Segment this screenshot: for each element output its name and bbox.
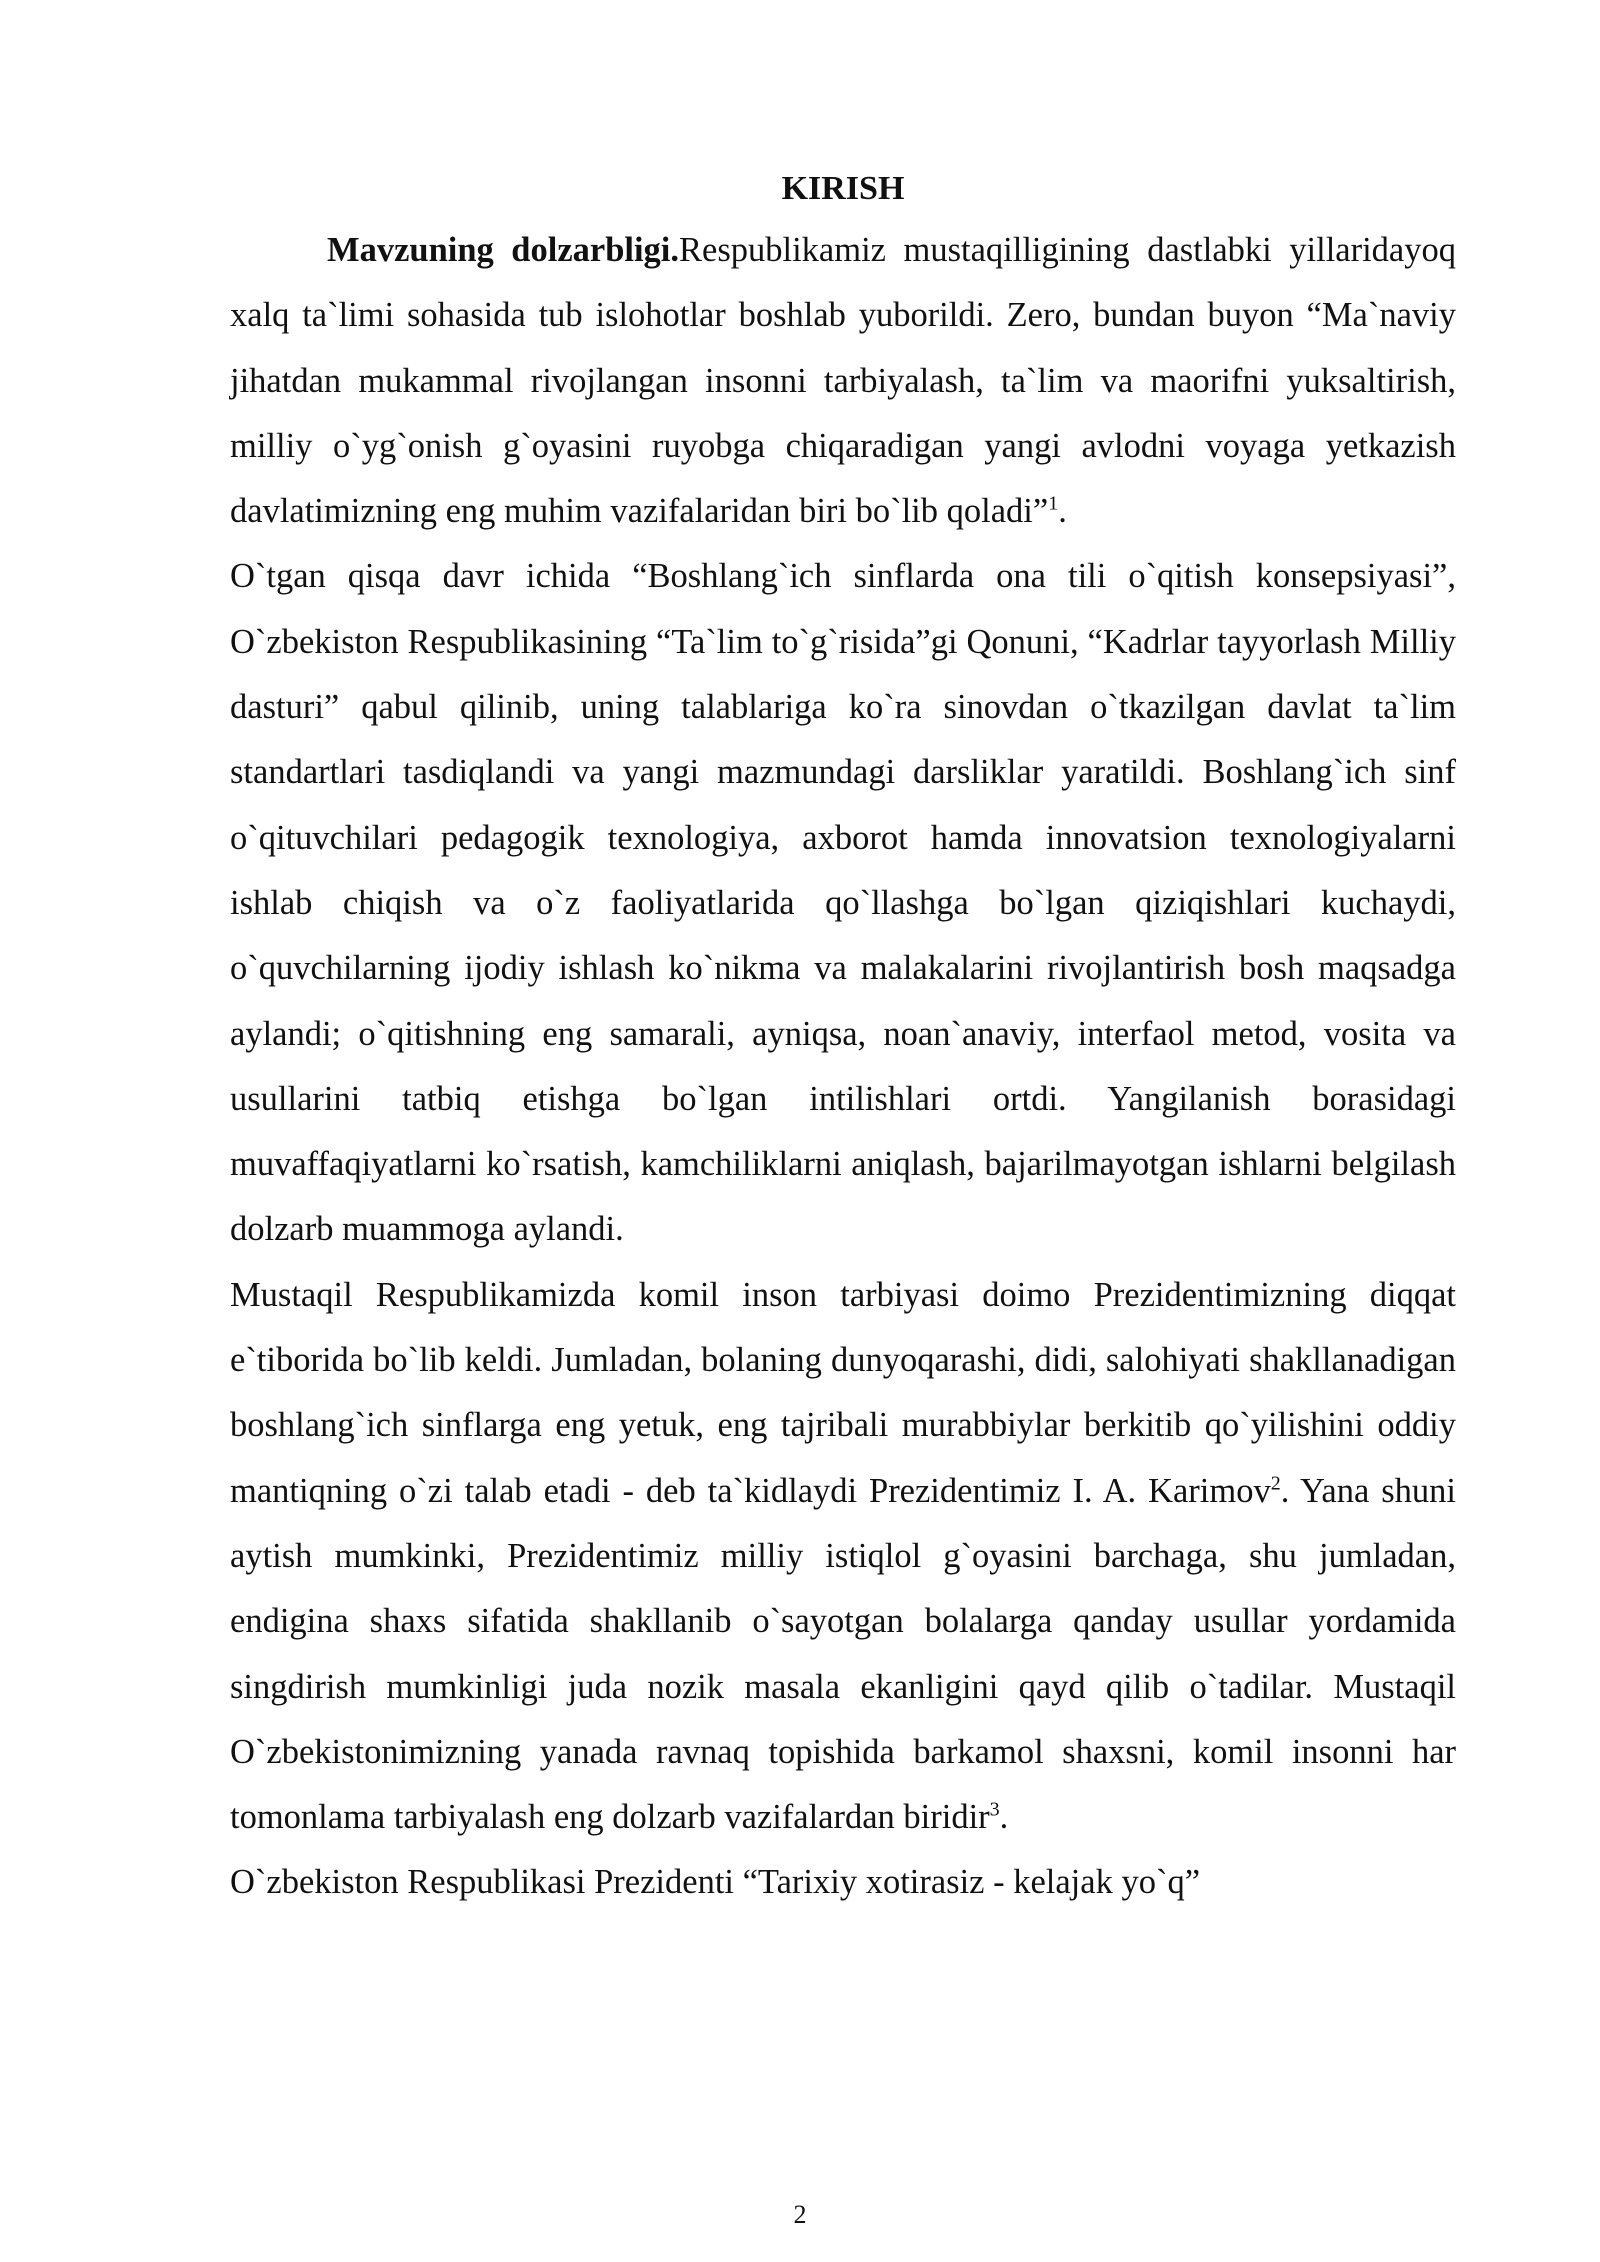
paragraph-end: . <box>1058 492 1067 531</box>
page-content <box>230 160 1456 1916</box>
footnote-ref[interactable]: 2 <box>1270 1472 1281 1495</box>
footnote-ref[interactable]: 1 <box>1048 492 1059 515</box>
section-heading: KIRISH <box>781 170 905 207</box>
paragraph-text: Mustaqil Respublikamizda komil inson tarbiyasi doimo Prezidentimizning diqqat e`tiborida bo`lib keldi. Jumladan, bolaning dunyoqarashi, didi, salohiyati shakllanadigan boshlang`ich sinflarga eng yetuk, eng tajribali murabbiylar berkitib qo`yilishini oddiy mantiqning o`zi talab etadi - deb ta`kidlaydi Prezidentimiz I. A. Karimov <box>230 1275 1456 1510</box>
paragraph-text-continued: . Yana shuni aytish mumkinki, Prezidentimiz milliy istiqlol g`oyasini barchaga, shu jumladan, endigina shaxs sifatida shakllanib o`sayotgan bolalarga qanday usullar yordamida singdirish mumkinligi juda nozik masala ekanligini qayd qilib o`tadilar. Mustaqil O`zbekistonimizning yanada ravnaq topishida barkamol shaxsni, komil insonni har tomonlama tarbiyalash eng dolzarb vazifalardan biridir <box>230 1471 1456 1837</box>
paragraph-history <box>230 1850 1456 1915</box>
paragraph-president <box>230 1263 1456 1851</box>
paragraph-reforms <box>230 544 1456 1262</box>
paragraph-lead-bold: Mavzuning dolzarbligi. <box>327 231 680 269</box>
page-number: 2 <box>793 2200 807 2229</box>
paragraph-text: Respublikamiz mustaqilligining dastlabki yillaridayoq xalq ta`limi sohasida tub islohotlar boshlab yuborildi. Zero, bundan buyon “Ma`naviy jihatdan mukammal rivojlangan insonni tarbiyalash, ta`lim va maorifni yuksaltirish, milliy o`yg`onish g`oyasini ruyobga chiqaradigan yangi avlodni voyaga yetkazish davlatimizning eng muhim vazifalaridan biri bo`lib qoladi” <box>230 231 1456 531</box>
paragraph-text: O`tgan qisqa davr ichida “Boshlang`ich sinflarda ona tili o`qitish konsepsiyasi”, O`zbekiston Respublikasining “Ta`lim to`g`risida”gi Qonuni, “Kadrlar tayyorlash Milliy dasturi” qabul qilinib, uning talablariga ko`ra sinovdan o`tkazilgan davlat ta`lim standartlari tasdiqlandi va yangi mazmundagi darsliklar yaratildi. Boshlang`ich sinf o`qituvchilari pedagogik texnologiya, axborot hamda innovatsion texnologiyalarni ishlab chiqish va o`z faoliyatlarida qo`llashga bo`lgan qiziqishlari kuchaydi, o`quvchilarning ijodiy ishlash ko`nikma va malakalarini rivojlantirish bosh maqsadga aylandi; o`qitishning eng samarali, ayniqsa, noan`anaviy, interfaol metod, vosita va usullarini tatbiq etishga bo`lgan intilishlari ortdi. Yangilanish borasidagi muvaffaqiyatlarni ko`rsatish, kamchiliklarni aniqlash, bajarilmayotgan ishlarni belgilash dolzarb muammoga aylandi. <box>230 557 1456 1249</box>
paragraph-end: . <box>999 1798 1009 1837</box>
footnote-ref[interactable]: 3 <box>989 1798 1000 1821</box>
paragraph-text: O`zbekiston Respublikasi Prezidenti “Tarixiy xotirasiz - kelajak yo`q” <box>230 1863 1201 1902</box>
paragraph-relevance <box>230 218 1456 544</box>
